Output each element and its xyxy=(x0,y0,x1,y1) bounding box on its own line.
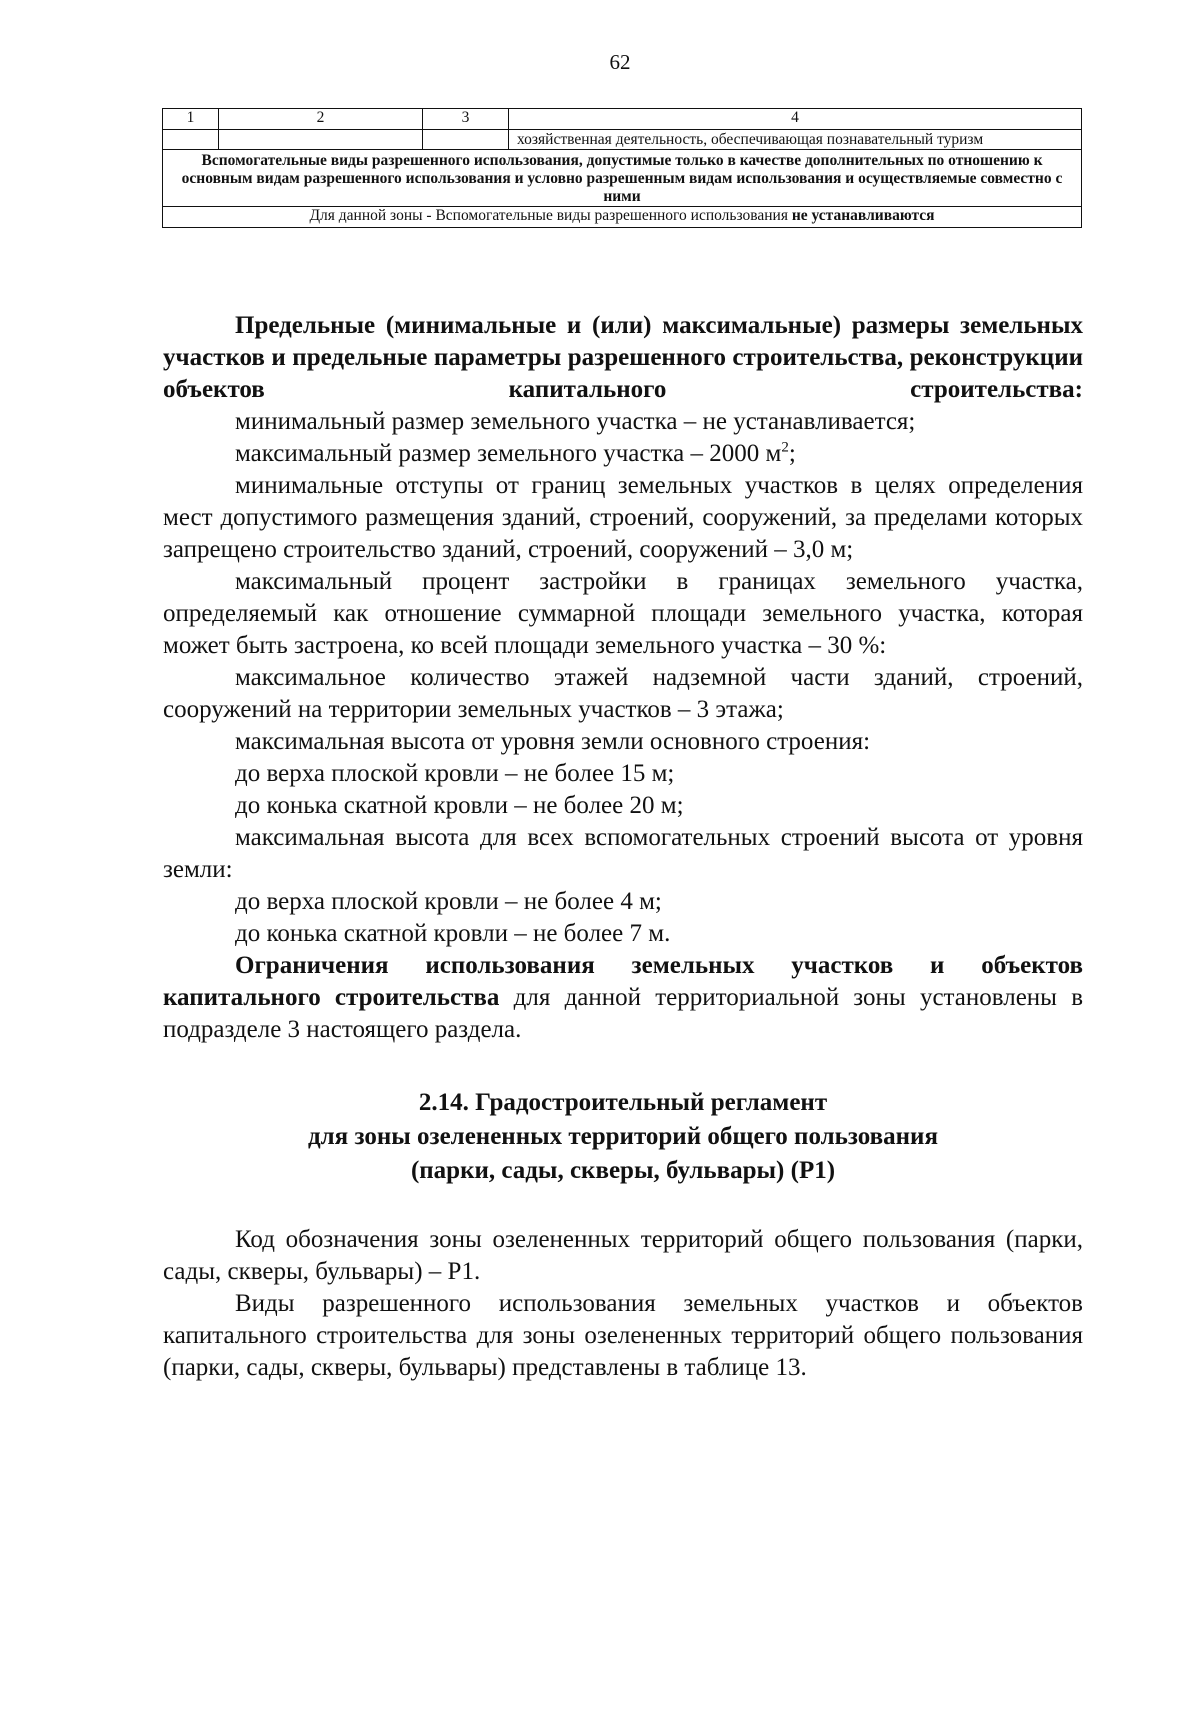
zone-types-paragraph: Виды разрешенного использования земельных участков и объектов капитального строительства для зоны озелененных территорий общего пользования (парки, сады, скверы, бульвары) представлены в таблице 13. xyxy=(163,1290,1083,1381)
section-title-line-2: для зоны озелененных территорий общего пользования xyxy=(308,1123,938,1150)
limits-height-aux-pitched: до конька скатной кровли – не более 7 м. xyxy=(235,920,671,947)
table-header-row xyxy=(163,109,1082,130)
table-cell xyxy=(423,130,509,150)
col-header-1: 1 xyxy=(163,109,219,130)
col-header-3: 3 xyxy=(423,109,509,130)
aux-uses-note xyxy=(163,207,1082,228)
table-cell xyxy=(163,130,219,150)
limits-height-main: максимальная высота от уровня земли основного строения: xyxy=(235,728,871,755)
limits-height-aux: максимальная высота для всех вспомогательных строений высота от уровня земли: xyxy=(163,824,1083,883)
table-cell xyxy=(219,130,423,150)
document-body xyxy=(163,310,1083,1384)
col-header-4: 4 xyxy=(509,109,1082,130)
limits-max-size xyxy=(163,438,1083,470)
square-superscript: 2 xyxy=(781,439,789,456)
limits-height-main-flat: до верха плоской кровли – не более 15 м; xyxy=(235,760,675,787)
limits-floors: максимальное количество этажей надземной части зданий, строений, сооружений на территории земельных участков – 3 этажа; xyxy=(163,664,1083,723)
limits-heading: Предельные (минимальные и (или) максимальные) размеры земельных участков и предельные параметры разрешенного строительства, реконструкции объектов капитального строительства: xyxy=(163,312,1083,403)
aux-note-row xyxy=(163,207,1082,228)
table-cell-activity: хозяйственная деятельность, обеспечивающая познавательный туризм xyxy=(509,130,1082,150)
limits-coverage: максимальный процент застройки в границах земельного участка, определяемый как отношение суммарной площади земельного участка, которая может быть застроена, ко всей площади земельного участка – 30 %: xyxy=(163,568,1083,659)
limits-min-size: минимальный размер земельного участка – не устанавливается; xyxy=(235,408,916,435)
max-size-text: максимальный размер земельного участка – 2000 м xyxy=(235,440,782,467)
restrictions-bold: Ограничения использования земельных участков и объектов капитального строительства xyxy=(163,952,1083,1011)
restrictions-paragraph xyxy=(163,950,1083,1046)
regulation-table xyxy=(162,108,1082,228)
section-title-line-1: 2.14. Градостроительный регламент xyxy=(418,1089,828,1116)
aux-uses-heading: Вспомогательные виды разрешенного использования, допустимые только в качестве дополнительных по отношению к основным видам разрешенного использования и условно разрешенным видам использования и осуществляемые совместно с ними xyxy=(163,150,1082,207)
max-size-suffix: ; xyxy=(788,440,796,467)
limits-height-main-pitched: до конька скатной кровли – не более 20 м; xyxy=(235,792,684,819)
section-title-line-3: (парки, сады, скверы, бульвары) (Р1) xyxy=(410,1157,836,1184)
limits-setbacks: минимальные отступы от границ земельных участков в целях определения мест допустимого размещения зданий, строений, сооружений, за пределами которых запрещено строительство зданий, строений, сооружений – 3,0 м; xyxy=(163,472,1083,563)
restrictions-rest: для данной территориальной зоны установлены в подразделе 3 настоящего раздела. xyxy=(163,984,1083,1043)
zone-code-paragraph: Код обозначения зоны озелененных территорий общего пользования (парки, сады, скверы, бульвары) – Р1. xyxy=(163,1226,1083,1285)
limits-height-aux-flat: до верха плоской кровли – не более 4 м; xyxy=(235,888,662,915)
table-row xyxy=(163,130,1082,150)
aux-note-bold: не устанавливаются xyxy=(791,207,935,224)
page-number: 62 xyxy=(609,50,631,74)
col-header-2: 2 xyxy=(219,109,423,130)
aux-heading-row xyxy=(163,150,1082,207)
aux-note-text: Для данной зоны - Вспомогательные виды разрешенного использования xyxy=(309,207,792,224)
section-title xyxy=(163,1086,1083,1188)
